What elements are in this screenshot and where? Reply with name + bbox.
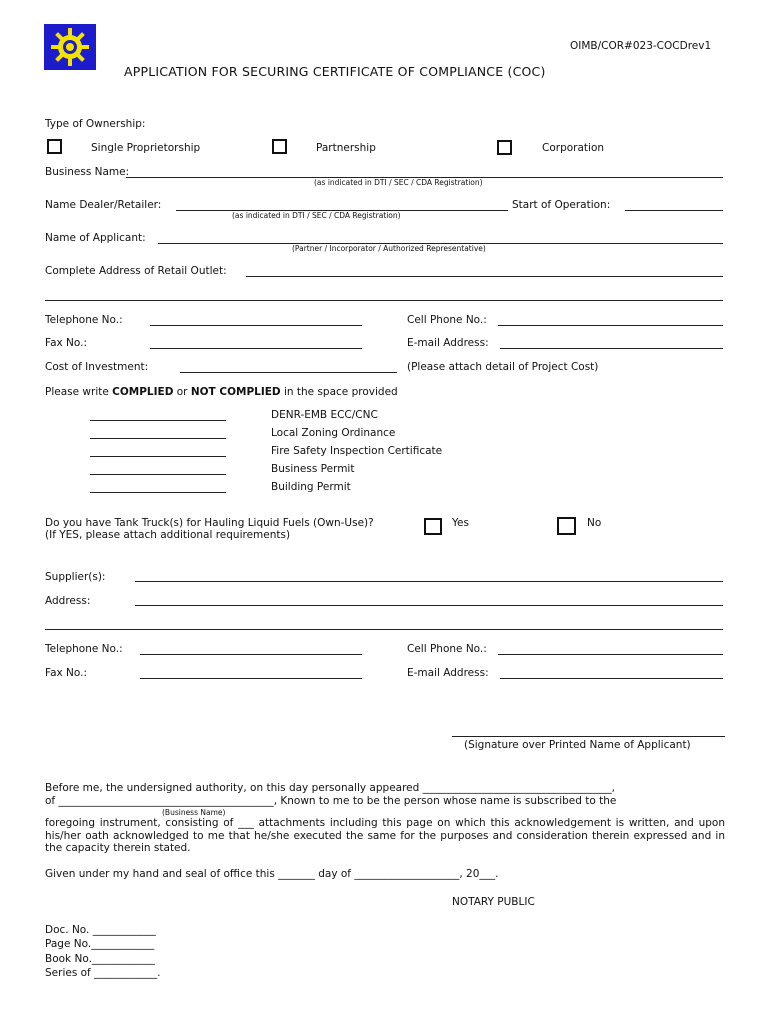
single-proprietorship-checkbox[interactable] bbox=[47, 139, 62, 154]
instruction-text: in the space provided bbox=[280, 386, 398, 398]
cost-field[interactable] bbox=[180, 372, 397, 373]
series-of: Series of ____________. bbox=[45, 967, 161, 979]
telephone-label: Telephone No.: bbox=[45, 314, 123, 326]
compliance-field-denr[interactable] bbox=[90, 420, 226, 421]
partnership-checkbox[interactable] bbox=[272, 139, 287, 154]
single-proprietorship-label: Single Proprietorship bbox=[91, 142, 201, 154]
fax-field[interactable] bbox=[150, 348, 362, 349]
start-operation-field[interactable] bbox=[625, 210, 723, 211]
form-code: OIMB/COR#023-COCDrev1 bbox=[570, 40, 712, 52]
notary-paragraph: foregoing instrument, consisting of ___ attachments including this page on which this acknowledgement is written, and upon his/her oath acknowledged to me that he/she executed the same for the purposes and consideration therein expressed and in the capacity therein stated. bbox=[45, 817, 725, 854]
tank-no-checkbox[interactable] bbox=[557, 517, 576, 535]
tank-yes-checkbox[interactable] bbox=[424, 518, 442, 535]
outlet-address-field-line2[interactable] bbox=[45, 300, 723, 301]
telephone-field[interactable] bbox=[150, 325, 362, 326]
supplier-address-field-line2[interactable] bbox=[45, 629, 723, 630]
business-name-note: (as indicated in DTI / SEC / CDA Registration) bbox=[314, 178, 483, 187]
signature-field[interactable] bbox=[452, 736, 725, 737]
fax-label: Fax No.: bbox=[45, 337, 88, 349]
given-line: Given under my hand and seal of office this _______ day of ____________________, 20___. bbox=[45, 868, 499, 880]
applicant-label: Name of Applicant: bbox=[45, 232, 146, 244]
cell-phone-field[interactable] bbox=[498, 325, 723, 326]
tank-question: Do you have Tank Truck(s) for Hauling Liquid Fuels (Own-Use)? bbox=[45, 517, 374, 529]
corporation-checkbox[interactable] bbox=[497, 140, 512, 155]
dealer-name-label: Name Dealer/Retailer: bbox=[45, 199, 162, 211]
supplier-field[interactable] bbox=[135, 581, 723, 582]
instruction-text: Please write bbox=[45, 386, 113, 398]
supplier-email-label: E-mail Address: bbox=[407, 667, 489, 679]
business-name-caption: (Business Name) bbox=[162, 808, 226, 817]
agency-logo bbox=[44, 24, 96, 70]
start-operation-label: Start of Operation: bbox=[512, 199, 611, 211]
email-label: E-mail Address: bbox=[407, 337, 489, 349]
compliance-field-building-permit[interactable] bbox=[90, 492, 226, 493]
tank-no-label: No bbox=[587, 517, 602, 529]
compliance-instruction bbox=[45, 386, 398, 398]
compliance-item-business-permit: Business Permit bbox=[271, 463, 355, 475]
supplier-telephone-label: Telephone No.: bbox=[45, 643, 123, 655]
complied-text: COMPLIED bbox=[112, 386, 174, 398]
book-no: Book No.____________ bbox=[45, 953, 155, 965]
notary-line-2: of _________________________________________, Known to me to be the person whose name is subscribed to the bbox=[45, 795, 617, 807]
applicant-note: (Partner / Incorporator / Authorized Representative) bbox=[292, 244, 486, 253]
supplier-cell-field[interactable] bbox=[498, 654, 723, 655]
notary-line-1: Before me, the undersigned authority, on this day personally appeared ____________________________________, bbox=[45, 782, 615, 794]
business-name-label: Business Name: bbox=[45, 166, 130, 178]
cost-note: (Please attach detail of Project Cost) bbox=[407, 361, 599, 373]
cost-label: Cost of Investment: bbox=[45, 361, 149, 373]
compliance-item-fire-safety: Fire Safety Inspection Certificate bbox=[271, 445, 443, 457]
compliance-field-zoning[interactable] bbox=[90, 438, 226, 439]
supplier-address-label: Address: bbox=[45, 595, 91, 607]
instruction-text: or bbox=[173, 386, 191, 398]
partnership-label: Partnership bbox=[316, 142, 376, 154]
supplier-label: Supplier(s): bbox=[45, 571, 106, 583]
cell-phone-label: Cell Phone No.: bbox=[407, 314, 487, 326]
outlet-address-field[interactable] bbox=[246, 276, 723, 277]
not-complied-text: NOT COMPLIED bbox=[190, 386, 281, 398]
page-no: Page No.____________ bbox=[45, 938, 155, 950]
supplier-fax-field[interactable] bbox=[140, 678, 362, 679]
supplier-fax-label: Fax No.: bbox=[45, 667, 88, 679]
compliance-item-zoning: Local Zoning Ordinance bbox=[271, 427, 396, 439]
notary-public-label: NOTARY PUBLIC bbox=[452, 896, 535, 908]
page-title: APPLICATION FOR SECURING CERTIFICATE OF COMPLIANCE (COC) bbox=[124, 64, 546, 79]
dealer-name-note: (as indicated in DTI / SEC / CDA Registration) bbox=[232, 211, 401, 220]
doc-no: Doc. No. ____________ bbox=[45, 924, 156, 936]
compliance-field-business-permit[interactable] bbox=[90, 474, 226, 475]
signature-label: (Signature over Printed Name of Applicant) bbox=[464, 739, 691, 751]
supplier-cell-label: Cell Phone No.: bbox=[407, 643, 487, 655]
supplier-telephone-field[interactable] bbox=[140, 654, 362, 655]
ownership-label: Type of Ownership: bbox=[45, 118, 146, 130]
outlet-address-label: Complete Address of Retail Outlet: bbox=[45, 265, 227, 277]
supplier-address-field[interactable] bbox=[135, 605, 723, 606]
supplier-email-field[interactable] bbox=[500, 678, 723, 679]
sun-seal-icon bbox=[44, 24, 96, 70]
tank-yes-label: Yes bbox=[452, 517, 469, 529]
tank-note: (If YES, please attach additional requirements) bbox=[45, 529, 291, 541]
corporation-label: Corporation bbox=[542, 142, 605, 154]
compliance-item-building-permit: Building Permit bbox=[271, 481, 351, 493]
compliance-field-fire-safety[interactable] bbox=[90, 456, 226, 457]
email-field[interactable] bbox=[500, 348, 723, 349]
compliance-item-denr: DENR-EMB ECC/CNC bbox=[271, 409, 378, 421]
